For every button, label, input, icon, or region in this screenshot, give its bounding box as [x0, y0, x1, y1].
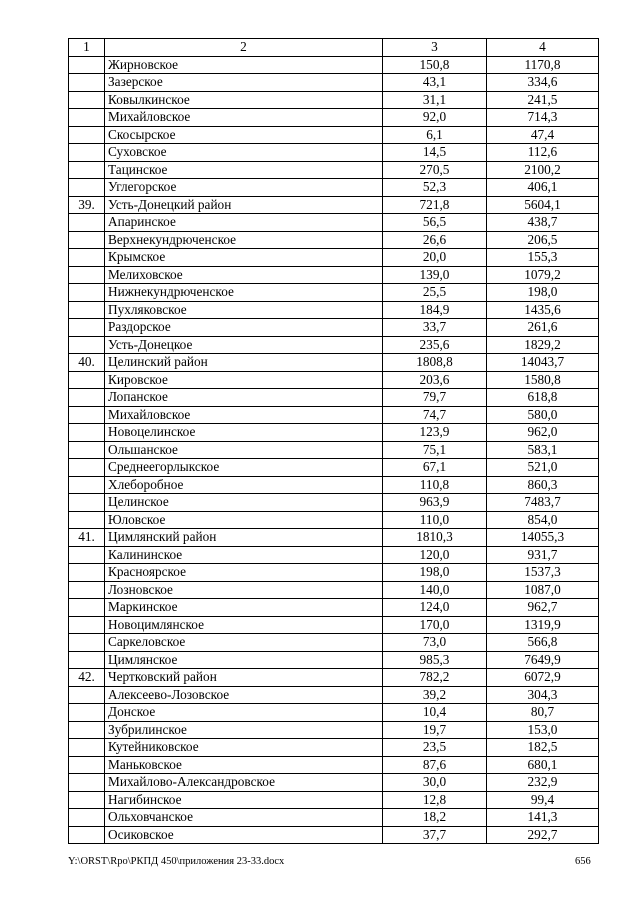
row-index-cell	[69, 406, 105, 424]
row-index-cell	[69, 686, 105, 704]
table-row	[69, 529, 599, 547]
table-row	[69, 791, 599, 809]
row-value-col4-cell: 198,0	[487, 284, 599, 302]
row-value-col4-cell: 334,6	[487, 74, 599, 92]
row-value-col4-cell: 583,1	[487, 441, 599, 459]
row-value-col4-cell: 931,7	[487, 546, 599, 564]
footer-file-path: Y:\ORST\Rpo\РКПД 450\приложения 23-33.docx	[68, 856, 285, 867]
row-value-col4-cell: 2100,2	[487, 161, 599, 179]
row-name-cell: Осиковское	[105, 826, 383, 844]
table-row	[69, 266, 599, 284]
row-index-cell	[69, 301, 105, 319]
table-row	[69, 336, 599, 354]
row-value-col3-cell: 150,8	[383, 56, 487, 74]
row-value-col3-cell: 39,2	[383, 686, 487, 704]
row-name-cell: Верхнекундрюченское	[105, 231, 383, 249]
row-value-col3-cell: 721,8	[383, 196, 487, 214]
row-index-cell	[69, 56, 105, 74]
row-index-cell: 39.	[69, 196, 105, 214]
row-index-cell	[69, 424, 105, 442]
row-value-col3-cell: 120,0	[383, 546, 487, 564]
row-value-col3-cell: 198,0	[383, 564, 487, 582]
row-value-col4-cell: 155,3	[487, 249, 599, 267]
row-value-col3-cell: 20,0	[383, 249, 487, 267]
row-value-col4-cell: 521,0	[487, 459, 599, 477]
table-row	[69, 301, 599, 319]
row-value-col4-cell: 1537,3	[487, 564, 599, 582]
row-name-cell: Маркинское	[105, 599, 383, 617]
row-name-cell: Суховское	[105, 144, 383, 162]
row-index-cell	[69, 599, 105, 617]
row-value-col4-cell: 962,0	[487, 424, 599, 442]
row-value-col4-cell: 1829,2	[487, 336, 599, 354]
row-index-cell: 42.	[69, 669, 105, 687]
row-value-col3-cell: 31,1	[383, 91, 487, 109]
row-index-cell	[69, 74, 105, 92]
row-value-col3-cell: 110,0	[383, 511, 487, 529]
row-value-col4-cell: 141,3	[487, 809, 599, 827]
row-name-cell: Нижнекундрюченское	[105, 284, 383, 302]
row-value-col4-cell: 406,1	[487, 179, 599, 197]
row-index-cell	[69, 144, 105, 162]
row-value-col4-cell: 232,9	[487, 774, 599, 792]
row-value-col3-cell: 56,5	[383, 214, 487, 232]
row-value-col4-cell: 153,0	[487, 721, 599, 739]
row-value-col3-cell: 123,9	[383, 424, 487, 442]
row-index-cell	[69, 231, 105, 249]
row-value-col4-cell: 112,6	[487, 144, 599, 162]
row-value-col4-cell: 206,5	[487, 231, 599, 249]
row-value-col4-cell: 14055,3	[487, 529, 599, 547]
row-value-col4-cell: 261,6	[487, 319, 599, 337]
table-row	[69, 564, 599, 582]
row-index-cell	[69, 739, 105, 757]
table-row	[69, 739, 599, 757]
row-index-cell	[69, 371, 105, 389]
row-index-cell	[69, 774, 105, 792]
row-value-col4-cell: 1170,8	[487, 56, 599, 74]
table-body	[69, 39, 599, 844]
row-name-cell: Чертковский район	[105, 669, 383, 687]
row-index-cell	[69, 616, 105, 634]
table-row	[69, 91, 599, 109]
row-value-col3-cell: 75,1	[383, 441, 487, 459]
row-name-cell: Целинский район	[105, 354, 383, 372]
table-row	[69, 74, 599, 92]
row-name-cell: Кутейниковское	[105, 739, 383, 757]
row-index-cell	[69, 249, 105, 267]
row-value-col4-cell: 962,7	[487, 599, 599, 617]
row-index-cell	[69, 179, 105, 197]
row-index-cell	[69, 161, 105, 179]
row-value-col3-cell: 37,7	[383, 826, 487, 844]
table-row	[69, 774, 599, 792]
row-name-cell: Новоцелинское	[105, 424, 383, 442]
row-value-col4-cell: 6072,9	[487, 669, 599, 687]
row-name-cell: Михайловское	[105, 406, 383, 424]
table-row	[69, 634, 599, 652]
row-value-col4-cell: 7649,9	[487, 651, 599, 669]
table-row	[69, 371, 599, 389]
footer-page-number: 656	[575, 856, 591, 867]
row-name-cell: Раздорское	[105, 319, 383, 337]
row-value-col3-cell: 92,0	[383, 109, 487, 127]
row-name-cell: Хлеборобное	[105, 476, 383, 494]
row-value-col3-cell: 6,1	[383, 126, 487, 144]
row-value-col4-cell: 580,0	[487, 406, 599, 424]
row-value-col4-cell: 80,7	[487, 704, 599, 722]
row-index-cell	[69, 91, 105, 109]
row-name-cell: Лопанское	[105, 389, 383, 407]
row-index-cell	[69, 441, 105, 459]
table-row	[69, 721, 599, 739]
row-name-cell: Апаринское	[105, 214, 383, 232]
table-row	[69, 56, 599, 74]
row-value-col3-cell: 124,0	[383, 599, 487, 617]
row-value-col3-cell: 10,4	[383, 704, 487, 722]
row-value-col3-cell: 1808,8	[383, 354, 487, 372]
row-name-cell: Жирновское	[105, 56, 383, 74]
row-value-col4-cell: 438,7	[487, 214, 599, 232]
row-value-col3-cell: 25,5	[383, 284, 487, 302]
table-row	[69, 144, 599, 162]
table-row	[69, 109, 599, 127]
row-value-col3-cell: 19,7	[383, 721, 487, 739]
row-value-col3-cell: 30,0	[383, 774, 487, 792]
row-value-col4-cell: 1079,2	[487, 266, 599, 284]
table-row	[69, 494, 599, 512]
row-index-cell	[69, 826, 105, 844]
row-index-cell	[69, 581, 105, 599]
table-row	[69, 511, 599, 529]
row-index-cell	[69, 284, 105, 302]
row-index-cell	[69, 704, 105, 722]
row-index-cell	[69, 389, 105, 407]
row-value-col4-cell: 241,5	[487, 91, 599, 109]
row-value-col3-cell: 74,7	[383, 406, 487, 424]
row-name-cell: Калининское	[105, 546, 383, 564]
row-name-cell: Ольшанское	[105, 441, 383, 459]
table-row	[69, 406, 599, 424]
row-value-col3-cell: 184,9	[383, 301, 487, 319]
row-value-col4-cell: 1435,6	[487, 301, 599, 319]
row-value-col3-cell: 139,0	[383, 266, 487, 284]
row-name-cell: Новоцимлянское	[105, 616, 383, 634]
row-value-col4-cell: 618,8	[487, 389, 599, 407]
table-row	[69, 441, 599, 459]
row-name-cell: Маньковское	[105, 756, 383, 774]
row-index-cell	[69, 721, 105, 739]
table-row	[69, 319, 599, 337]
table-row	[69, 686, 599, 704]
row-value-col3-cell: 170,0	[383, 616, 487, 634]
row-name-cell: Юловское	[105, 511, 383, 529]
row-index-cell	[69, 126, 105, 144]
table-row	[69, 476, 599, 494]
row-name-cell: Ольховчанское	[105, 809, 383, 827]
table-row	[69, 161, 599, 179]
table-row	[69, 126, 599, 144]
table-row	[69, 651, 599, 669]
row-value-col4-cell: 7483,7	[487, 494, 599, 512]
row-value-col4-cell: 1319,9	[487, 616, 599, 634]
row-value-col3-cell: 79,7	[383, 389, 487, 407]
row-index-cell	[69, 511, 105, 529]
row-name-cell: Саркеловское	[105, 634, 383, 652]
row-index-cell	[69, 476, 105, 494]
row-value-col4-cell: 1087,0	[487, 581, 599, 599]
row-name-cell: Донское	[105, 704, 383, 722]
table-row	[69, 231, 599, 249]
row-name-cell: Красноярское	[105, 564, 383, 582]
header-cell-4: 4	[487, 39, 599, 57]
header-cell-1: 1	[69, 39, 105, 57]
row-index-cell	[69, 634, 105, 652]
row-value-col4-cell: 680,1	[487, 756, 599, 774]
row-index-cell	[69, 791, 105, 809]
table-row	[69, 599, 599, 617]
row-value-col3-cell: 12,8	[383, 791, 487, 809]
table-row	[69, 249, 599, 267]
row-value-col3-cell: 1810,3	[383, 529, 487, 547]
row-name-cell: Лозновское	[105, 581, 383, 599]
row-value-col3-cell: 110,8	[383, 476, 487, 494]
row-value-col3-cell: 52,3	[383, 179, 487, 197]
row-value-col4-cell: 99,4	[487, 791, 599, 809]
row-name-cell: Скосырское	[105, 126, 383, 144]
table-row	[69, 354, 599, 372]
row-name-cell: Михайлово-Александровское	[105, 774, 383, 792]
row-name-cell: Среднеегорлыкское	[105, 459, 383, 477]
row-name-cell: Нагибинское	[105, 791, 383, 809]
row-index-cell	[69, 809, 105, 827]
table-row	[69, 196, 599, 214]
row-index-cell	[69, 214, 105, 232]
row-name-cell: Мелиховское	[105, 266, 383, 284]
table-row	[69, 424, 599, 442]
row-value-col4-cell: 182,5	[487, 739, 599, 757]
row-name-cell: Целинское	[105, 494, 383, 512]
row-value-col3-cell: 782,2	[383, 669, 487, 687]
row-value-col4-cell: 860,3	[487, 476, 599, 494]
table-row	[69, 214, 599, 232]
row-name-cell: Ковылкинское	[105, 91, 383, 109]
row-index-cell	[69, 756, 105, 774]
table-row	[69, 669, 599, 687]
row-value-col4-cell: 304,3	[487, 686, 599, 704]
row-name-cell: Усть-Донецкий район	[105, 196, 383, 214]
row-name-cell: Пухляковское	[105, 301, 383, 319]
row-value-col4-cell: 566,8	[487, 634, 599, 652]
row-name-cell: Усть-Донецкое	[105, 336, 383, 354]
table-row	[69, 826, 599, 844]
row-name-cell: Михайловское	[105, 109, 383, 127]
row-value-col3-cell: 26,6	[383, 231, 487, 249]
row-value-col3-cell: 203,6	[383, 371, 487, 389]
table-row	[69, 284, 599, 302]
row-index-cell	[69, 651, 105, 669]
row-value-col3-cell: 73,0	[383, 634, 487, 652]
row-index-cell	[69, 459, 105, 477]
header-cell-2: 2	[105, 39, 383, 57]
row-name-cell: Кировское	[105, 371, 383, 389]
row-index-cell: 41.	[69, 529, 105, 547]
row-value-col3-cell: 985,3	[383, 651, 487, 669]
row-index-cell: 40.	[69, 354, 105, 372]
row-index-cell	[69, 266, 105, 284]
row-name-cell: Углегорское	[105, 179, 383, 197]
table-row	[69, 389, 599, 407]
row-name-cell: Алексеево-Лозовское	[105, 686, 383, 704]
table-row	[69, 581, 599, 599]
row-value-col4-cell: 47,4	[487, 126, 599, 144]
table-row	[69, 756, 599, 774]
row-name-cell: Зазерское	[105, 74, 383, 92]
table-row	[69, 616, 599, 634]
table-row	[69, 179, 599, 197]
data-table	[68, 38, 599, 844]
row-value-col4-cell: 292,7	[487, 826, 599, 844]
table-header-row	[69, 39, 599, 57]
row-value-col3-cell: 33,7	[383, 319, 487, 337]
table-row	[69, 704, 599, 722]
table-row	[69, 809, 599, 827]
row-name-cell: Цимлянский район	[105, 529, 383, 547]
row-index-cell	[69, 336, 105, 354]
row-value-col4-cell: 854,0	[487, 511, 599, 529]
row-name-cell: Тацинское	[105, 161, 383, 179]
row-name-cell: Цимлянское	[105, 651, 383, 669]
row-name-cell: Зубрилинское	[105, 721, 383, 739]
row-value-col3-cell: 23,5	[383, 739, 487, 757]
table-row	[69, 546, 599, 564]
row-value-col3-cell: 963,9	[383, 494, 487, 512]
row-value-col4-cell: 714,3	[487, 109, 599, 127]
row-value-col3-cell: 270,5	[383, 161, 487, 179]
row-value-col3-cell: 140,0	[383, 581, 487, 599]
row-index-cell	[69, 564, 105, 582]
row-value-col3-cell: 14,5	[383, 144, 487, 162]
row-value-col3-cell: 43,1	[383, 74, 487, 92]
table-row	[69, 459, 599, 477]
row-value-col4-cell: 5604,1	[487, 196, 599, 214]
row-value-col3-cell: 235,6	[383, 336, 487, 354]
row-value-col3-cell: 87,6	[383, 756, 487, 774]
row-value-col4-cell: 14043,7	[487, 354, 599, 372]
row-index-cell	[69, 494, 105, 512]
row-name-cell: Крымское	[105, 249, 383, 267]
row-value-col4-cell: 1580,8	[487, 371, 599, 389]
row-index-cell	[69, 546, 105, 564]
header-cell-3: 3	[383, 39, 487, 57]
row-index-cell	[69, 109, 105, 127]
row-index-cell	[69, 319, 105, 337]
row-value-col3-cell: 18,2	[383, 809, 487, 827]
row-value-col3-cell: 67,1	[383, 459, 487, 477]
